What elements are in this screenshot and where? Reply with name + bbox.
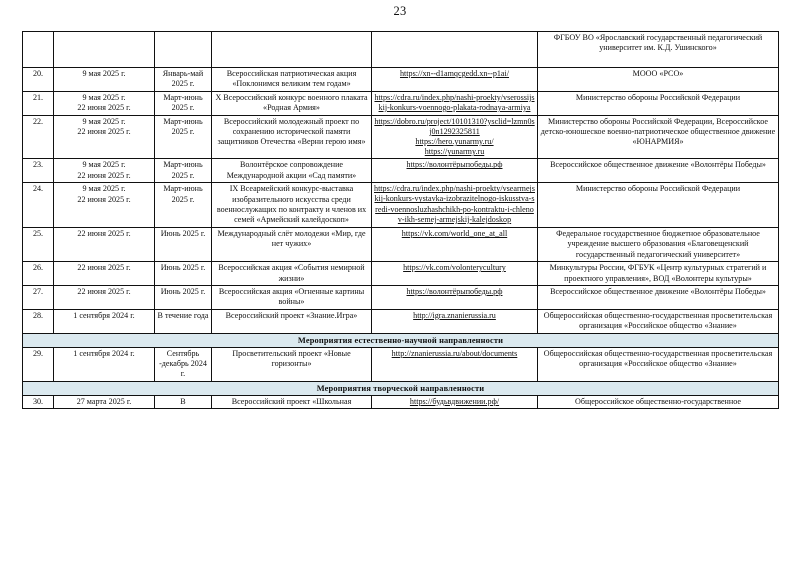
row-date-cell: 22 июня 2025 г.: [54, 285, 155, 309]
row-link-cell: [372, 347, 538, 381]
row-event-name-cell: Волонтёрское сопровождение Международной акции «Сад памяти»: [212, 159, 372, 183]
row-period-cell: Июнь 2025 г.: [155, 262, 212, 286]
row-event-name-cell: Всероссийская акция «Огненные картины войны»: [212, 285, 372, 309]
row-organization-cell: Министерство обороны Российской Федерации, Всероссийское детско-юношеское военно-патриотическое общественное движение «ЮНАРМИЯ»: [538, 115, 779, 159]
row-period-cell: В: [155, 395, 212, 408]
table-row: [23, 32, 779, 68]
row-event-name-cell: Всероссийский проект «Знание.Игра»: [212, 309, 372, 333]
row-organization-cell: Минкультуры России, ФГБУК «Центр культурных стратегий и проектного управления», ВОД «Волонтеры культуры»: [538, 262, 779, 286]
row-date-cell: 22 июня 2025 г.: [54, 262, 155, 286]
row-link[interactable]: https://cdra.ru/index.php/nashi-proekty/vserossijskij-konkurs-voennogo-plakata-rodnaya-armiya: [374, 92, 535, 113]
row-link-cell: [372, 32, 538, 68]
row-date-cell: 9 мая 2025 г. 22 июня 2025 г.: [54, 159, 155, 183]
row-organization-cell: МООО «РСО»: [538, 68, 779, 92]
row-period-cell: Сентябрь -декабрь 2024 г.: [155, 347, 212, 381]
row-organization-cell: Общероссийское общественно-государственное: [538, 395, 779, 408]
row-number-cell: 23.: [23, 159, 54, 183]
row-period-cell: Июнь 2025 г.: [155, 227, 212, 261]
row-link[interactable]: https://dobro.ru/project/10101310?ysclid=lzmn0sj0n1292325811: [374, 116, 535, 136]
row-period-cell: Январь-май 2025 г.: [155, 68, 212, 92]
row-event-name-cell: Всероссийский молодежный проект по сохранению исторической памяти защитников Отечества «Верни герою имя»: [212, 115, 372, 159]
row-period-cell: Июнь 2025 г.: [155, 285, 212, 309]
row-event-name-cell: Всероссийская патриотическая акция «Поклонимся великим тем годам»: [212, 68, 372, 92]
row-number-cell: 21.: [23, 91, 54, 115]
row-link-cell: [372, 115, 538, 159]
row-link-cell: [372, 68, 538, 92]
row-link-cell: [372, 159, 538, 183]
row-organization-cell: Общероссийская общественно-государственная просветительская организация «Российское общество «Знание»: [538, 309, 779, 333]
table-row: [23, 91, 779, 115]
row-link-cell: [372, 309, 538, 333]
row-organization-cell: Министерство обороны Российской Федерации: [538, 183, 779, 228]
row-number-cell: 24.: [23, 183, 54, 228]
row-period-cell: Март-июнь 2025 г.: [155, 159, 212, 183]
row-date-cell: 9 мая 2025 г. 22 июня 2025 г.: [54, 183, 155, 228]
table-row: [23, 395, 779, 408]
row-date-cell: 1 сентября 2024 г.: [54, 347, 155, 381]
row-date-cell: [54, 32, 155, 68]
row-period-cell: Март-июнь 2025 г.: [155, 183, 212, 228]
events-table-body: [23, 32, 779, 409]
table-row: [23, 227, 779, 261]
table-row: [23, 68, 779, 92]
row-event-name-cell: Международный слёт молодежи «Мир, где нет чужих»: [212, 227, 372, 261]
section-title: Мероприятия естественно-научной направленности: [23, 333, 779, 347]
row-period-cell: В течение года: [155, 309, 212, 333]
row-link[interactable]: https://vk.com/volonterycultury: [403, 263, 506, 273]
row-organization-cell: Всероссийское общественное движение «Волонтёры Победы»: [538, 285, 779, 309]
row-period-cell: [155, 32, 212, 68]
row-event-name-cell: Всероссийский проект «Школьная: [212, 395, 372, 408]
row-link[interactable]: https://cdra.ru/index.php/nashi-proekty/vsearmejskij-konkurs-vystavka-izobrazitelnogo-iskusstva-sredi-voennosluzhashchikh-po-kontraktu-i-chlenov-ikh-semej-armejskij-kalejdoskop: [374, 184, 535, 224]
row-link[interactable]: http://igra.znanierussia.ru: [413, 310, 496, 320]
table-row: [23, 115, 779, 159]
row-date-cell: 9 мая 2025 г.: [54, 68, 155, 92]
row-link-cell: [372, 262, 538, 286]
row-number-cell: 22.: [23, 115, 54, 159]
row-number-cell: [23, 32, 54, 68]
row-link-cell: [372, 91, 538, 115]
row-event-name-cell: Всероссийская акция «События немирной жизни»: [212, 262, 372, 286]
row-organization-cell: Министерство обороны Российской Федерации: [538, 91, 779, 115]
row-link[interactable]: https://yunarmy.ru: [424, 147, 485, 157]
table-section-header-row: [23, 381, 779, 395]
row-date-cell: 22 июня 2025 г.: [54, 227, 155, 261]
row-event-name-cell: IX Всеармейский конкурс-выставка изобразительного искусства среди военнослужащих по контракту и членов их семей «Армейский калейдоскоп»: [212, 183, 372, 228]
row-link-cell: [372, 395, 538, 408]
row-period-cell: Март-июнь 2025 г.: [155, 115, 212, 159]
row-event-name-cell: [212, 32, 372, 68]
table-row: [23, 262, 779, 286]
row-link-cell: [372, 285, 538, 309]
row-date-cell: 9 мая 2025 г. 22 июня 2025 г.: [54, 91, 155, 115]
row-link[interactable]: https://волонтёрыпобеды.рф: [406, 160, 503, 170]
row-date-cell: 1 сентября 2024 г.: [54, 309, 155, 333]
row-number-cell: 27.: [23, 285, 54, 309]
row-event-name-cell: X Всероссийский конкурс военного плаката «Родная Армия»: [212, 91, 372, 115]
row-link-cell: [372, 227, 538, 261]
table-row: [23, 347, 779, 381]
row-number-cell: 28.: [23, 309, 54, 333]
row-link[interactable]: http://znanierussia.ru/about/documents: [391, 348, 518, 358]
row-link[interactable]: https://волонтёрыпобеды.рф: [406, 286, 503, 296]
table-row: [23, 285, 779, 309]
row-link-cell: [372, 183, 538, 228]
row-date-cell: 27 марта 2025 г.: [54, 395, 155, 408]
table-section-header-row: [23, 333, 779, 347]
row-link[interactable]: https://xn--d1amqcgedd.xn--p1ai/: [399, 69, 510, 78]
row-link[interactable]: https://vk.com/world_one_at_all: [401, 228, 508, 238]
table-row: [23, 159, 779, 183]
row-organization-cell: ФГБОУ ВО «Ярославский государственный педагогический университет им. К.Д. Ушинского»: [538, 32, 779, 68]
events-table-container: [22, 31, 778, 409]
row-organization-cell: Всероссийское общественное движение «Волонтёры Победы»: [538, 159, 779, 183]
row-link[interactable]: https://hero.yunarmy.ru/: [415, 137, 494, 147]
row-link[interactable]: https://будьвдвижении.рф/: [409, 396, 500, 406]
table-row: [23, 309, 779, 333]
row-organization-cell: Общероссийская общественно-государственная просветительская организация «Российское общество «Знание»: [538, 347, 779, 381]
page-number: 23: [393, 4, 407, 18]
row-period-cell: Март-июнь 2025 г.: [155, 91, 212, 115]
row-number-cell: 20.: [23, 68, 54, 92]
row-event-name-cell: Просветительский проект «Новые горизонты»: [212, 347, 372, 381]
row-organization-cell: Федеральное государственное бюджетное образовательное учреждение высшего образования «Благовещенский государственный педагогический университет»: [538, 227, 779, 261]
events-table: [22, 31, 779, 409]
table-row: [23, 183, 779, 228]
row-number-cell: 30.: [23, 395, 54, 408]
row-number-cell: 25.: [23, 227, 54, 261]
row-date-cell: 9 мая 2025 г. 22 июня 2025 г.: [54, 115, 155, 159]
row-number-cell: 26.: [23, 262, 54, 286]
row-number-cell: 29.: [23, 347, 54, 381]
section-title: Мероприятия творческой направленности: [23, 381, 779, 395]
